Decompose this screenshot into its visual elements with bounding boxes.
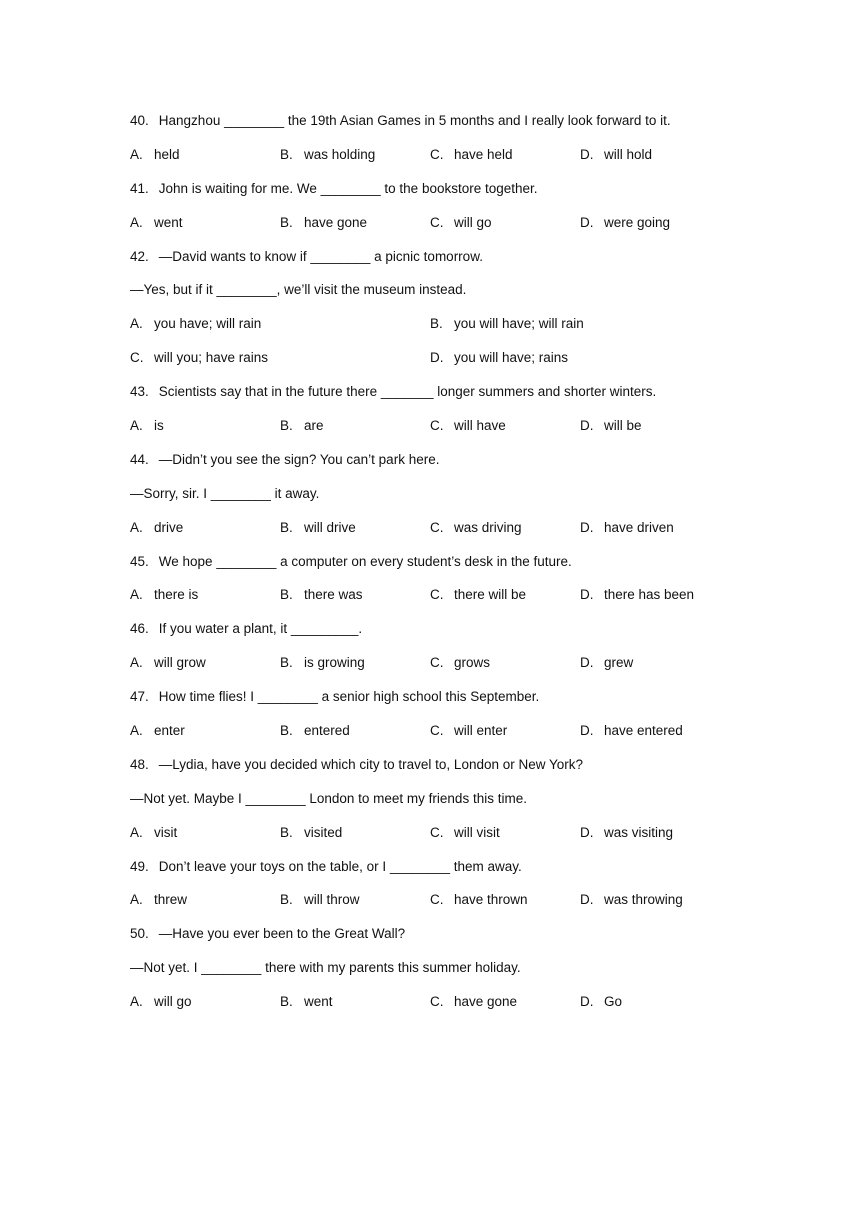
option-text: was throwing	[604, 892, 683, 908]
answer-option[interactable]	[130, 653, 280, 687]
answer-option[interactable]	[430, 145, 580, 179]
options-row	[130, 585, 730, 619]
option-letter: B.	[280, 587, 293, 603]
option-letter: D.	[580, 655, 594, 671]
option-letter: A.	[130, 418, 143, 434]
option-letter: B.	[280, 214, 293, 230]
options-row	[130, 518, 730, 552]
options-row	[130, 314, 730, 348]
option-letter: C.	[430, 655, 444, 671]
option-text: there is	[154, 587, 199, 603]
question-text: Scientists say that in the future there _______ longer summers and shorter winters.	[158, 384, 657, 400]
option-text: have held	[454, 146, 513, 162]
option-text: will you; have rains	[154, 350, 269, 366]
option-text: are	[304, 418, 324, 434]
question-text: —David wants to know if ________ a picnic tomorrow.	[158, 248, 483, 264]
option-letter: B.	[280, 892, 293, 908]
answer-option[interactable]	[130, 992, 280, 1026]
options-row	[130, 992, 730, 1026]
option-letter: A.	[130, 824, 143, 840]
option-letter: D.	[580, 824, 594, 840]
question-item	[130, 111, 730, 179]
option-letter: C.	[430, 214, 444, 230]
answer-option[interactable]	[130, 416, 280, 450]
answer-option[interactable]	[580, 721, 730, 755]
question-dialogue-line	[130, 484, 730, 518]
options-row	[130, 721, 730, 755]
options-row	[130, 348, 730, 382]
option-letter: B.	[430, 316, 443, 332]
answer-option[interactable]	[130, 823, 280, 857]
question-text: Don’t leave your toys on the table, or I ________ them away.	[158, 858, 522, 874]
option-text: you have; will rain	[154, 316, 262, 332]
option-letter: B.	[280, 994, 293, 1010]
option-text: grows	[454, 655, 491, 671]
question-item	[130, 857, 730, 925]
option-text: was holding	[304, 146, 376, 162]
options-row	[130, 213, 730, 247]
option-letter: A.	[130, 214, 143, 230]
answer-option[interactable]	[280, 721, 430, 755]
option-text: was driving	[454, 519, 522, 535]
answer-option[interactable]	[130, 585, 280, 619]
answer-option[interactable]	[430, 585, 580, 619]
option-letter: A.	[130, 146, 143, 162]
option-text: threw	[154, 892, 188, 908]
answer-option[interactable]	[580, 213, 730, 247]
question-stem	[130, 111, 730, 145]
answer-option[interactable]	[280, 992, 430, 1026]
answer-option[interactable]	[430, 653, 580, 687]
option-text: is growing	[304, 655, 365, 671]
option-letter: D.	[580, 994, 594, 1010]
question-stem	[130, 924, 730, 958]
question-text: —Sorry, sir. I ________ it away.	[130, 485, 320, 501]
option-text: will enter	[454, 723, 508, 739]
question-stem	[130, 619, 730, 653]
answer-option[interactable]	[130, 145, 280, 179]
question-stem	[130, 450, 730, 484]
question-item	[130, 924, 730, 1026]
answer-option[interactable]	[430, 992, 580, 1026]
question-stem	[130, 687, 730, 721]
option-letter: D.	[580, 418, 594, 434]
answer-option[interactable]	[430, 823, 580, 857]
option-text: have thrown	[454, 892, 528, 908]
option-letter: D.	[430, 350, 444, 366]
option-letter: A.	[130, 892, 143, 908]
option-text: entered	[304, 723, 350, 739]
option-text: have driven	[604, 519, 674, 535]
option-text: went	[304, 994, 333, 1010]
answer-option[interactable]	[580, 823, 730, 857]
question-item	[130, 619, 730, 687]
question-item	[130, 179, 730, 247]
answer-option[interactable]	[430, 890, 580, 924]
option-text: will visit	[454, 824, 500, 840]
question-stem	[130, 552, 730, 586]
option-letter: D.	[580, 214, 594, 230]
option-text: grew	[604, 655, 634, 671]
question-item	[130, 247, 730, 383]
question-number: 46.	[130, 621, 149, 637]
question-text: —Have you ever been to the Great Wall?	[158, 926, 406, 942]
answer-option[interactable]	[580, 416, 730, 450]
option-text: will go	[454, 214, 492, 230]
answer-option[interactable]	[580, 585, 730, 619]
answer-option[interactable]	[280, 890, 430, 924]
question-number: 50.	[130, 926, 149, 942]
option-text: will have	[454, 418, 506, 434]
question-number: 40.	[130, 113, 149, 128]
option-text: were going	[604, 214, 671, 230]
question-text: —Yes, but if it ________, we’ll visit the museum instead.	[130, 282, 467, 298]
option-letter: A.	[130, 316, 143, 332]
question-text: —Not yet. I ________ there with my parents this summer holiday.	[130, 960, 521, 976]
answer-option[interactable]	[280, 213, 430, 247]
option-text: visit	[154, 824, 178, 840]
option-text: will be	[604, 418, 642, 434]
answer-option[interactable]	[130, 721, 280, 755]
answer-option[interactable]	[430, 721, 580, 755]
question-stem	[130, 382, 730, 416]
answer-option[interactable]	[280, 653, 430, 687]
option-letter: D.	[580, 519, 594, 535]
question-item	[130, 755, 730, 857]
option-text: drive	[154, 519, 184, 535]
question-item	[130, 552, 730, 620]
option-text: will go	[154, 994, 192, 1010]
answer-option[interactable]	[430, 213, 580, 247]
option-letter: B.	[280, 723, 293, 739]
option-letter: B.	[280, 146, 293, 162]
question-number: 44.	[130, 451, 149, 467]
option-text: there will be	[454, 587, 527, 603]
option-text: have gone	[304, 214, 368, 230]
question-text: We hope ________ a computer on every student’s desk in the future.	[158, 553, 572, 569]
option-letter: C.	[430, 146, 444, 162]
answer-option[interactable]	[280, 518, 430, 552]
answer-option[interactable]	[280, 416, 430, 450]
option-text: will hold	[604, 146, 653, 162]
option-letter: C.	[430, 892, 444, 908]
options-row	[130, 653, 730, 687]
option-text: went	[154, 214, 183, 230]
option-letter: A.	[130, 655, 143, 671]
answer-option[interactable]	[130, 890, 280, 924]
option-text: enter	[154, 723, 185, 739]
option-letter: B.	[280, 824, 293, 840]
option-letter: C.	[430, 723, 444, 739]
option-text: was visiting	[604, 824, 674, 840]
option-letter: D.	[580, 146, 594, 162]
question-dialogue-line	[130, 958, 730, 992]
answer-option[interactable]	[280, 585, 430, 619]
answer-option[interactable]	[580, 145, 730, 179]
answer-option[interactable]	[430, 348, 730, 382]
answer-option[interactable]	[580, 992, 730, 1026]
option-text: visited	[304, 824, 343, 840]
answer-option[interactable]	[130, 348, 430, 382]
question-item	[130, 382, 730, 450]
options-row	[130, 145, 730, 179]
question-text: —Didn’t you see the sign? You can’t park here.	[158, 451, 440, 467]
option-text: have entered	[604, 723, 683, 739]
question-item	[130, 450, 730, 552]
option-letter: A.	[130, 519, 143, 535]
option-letter: B.	[280, 655, 293, 671]
question-text: John is waiting for me. We ________ to the bookstore together.	[158, 180, 538, 196]
answer-option[interactable]	[430, 314, 730, 348]
options-row	[130, 416, 730, 450]
answer-option[interactable]	[280, 823, 430, 857]
options-row	[130, 890, 730, 924]
answer-option[interactable]	[130, 213, 280, 247]
answer-option[interactable]	[580, 518, 730, 552]
answer-option[interactable]	[430, 518, 580, 552]
option-letter: D.	[580, 723, 594, 739]
question-stem	[130, 247, 730, 281]
question-text: How time flies! I ________ a senior high school this September.	[158, 689, 540, 705]
answer-option[interactable]	[130, 314, 430, 348]
option-letter: A.	[130, 994, 143, 1010]
option-letter: D.	[580, 587, 594, 603]
option-text: you will have; will rain	[454, 316, 584, 332]
option-letter: C.	[430, 587, 444, 603]
option-letter: C.	[130, 350, 144, 366]
question-number: 42.	[130, 248, 149, 264]
question-list	[130, 111, 730, 1026]
question-number: 48.	[130, 756, 149, 772]
option-text: held	[154, 146, 180, 162]
option-letter: C.	[430, 519, 444, 535]
option-letter: C.	[430, 418, 444, 434]
answer-option[interactable]	[580, 653, 730, 687]
question-text: —Not yet. Maybe I ________ London to meet my friends this time.	[130, 790, 527, 806]
question-number: 47.	[130, 689, 149, 705]
option-text: is	[154, 418, 164, 434]
question-number: 41.	[130, 180, 149, 196]
question-number: 45.	[130, 553, 149, 569]
option-text: will grow	[154, 655, 206, 671]
option-text: will throw	[304, 892, 360, 908]
option-text: there has been	[604, 587, 695, 603]
question-text: —Lydia, have you decided which city to travel to, London or New York?	[158, 756, 584, 772]
option-letter: C.	[430, 824, 444, 840]
option-text: will drive	[304, 519, 356, 535]
option-text: Go	[604, 994, 623, 1010]
question-stem	[130, 755, 730, 789]
option-letter: A.	[130, 587, 143, 603]
option-text: have gone	[454, 994, 518, 1010]
question-dialogue-line	[130, 789, 730, 823]
answer-option[interactable]	[130, 518, 280, 552]
answer-option[interactable]	[280, 145, 430, 179]
question-item	[130, 687, 730, 755]
option-letter: B.	[280, 418, 293, 434]
question-stem	[130, 179, 730, 213]
question-text: If you water a plant, it _________.	[158, 621, 363, 637]
question-text: Hangzhou ________ the 19th Asian Games in 5 months and I really look forward to it.	[158, 113, 671, 128]
options-row	[130, 823, 730, 857]
option-text: you will have; rains	[454, 350, 569, 366]
option-letter: A.	[130, 723, 143, 739]
question-stem	[130, 857, 730, 891]
option-text: there was	[304, 587, 363, 603]
answer-option[interactable]	[430, 416, 580, 450]
option-letter: C.	[430, 994, 444, 1010]
question-number: 49.	[130, 858, 149, 874]
question-number: 43.	[130, 384, 149, 400]
option-letter: B.	[280, 519, 293, 535]
answer-option[interactable]	[580, 890, 730, 924]
question-dialogue-line	[130, 280, 730, 314]
option-letter: D.	[580, 892, 594, 908]
